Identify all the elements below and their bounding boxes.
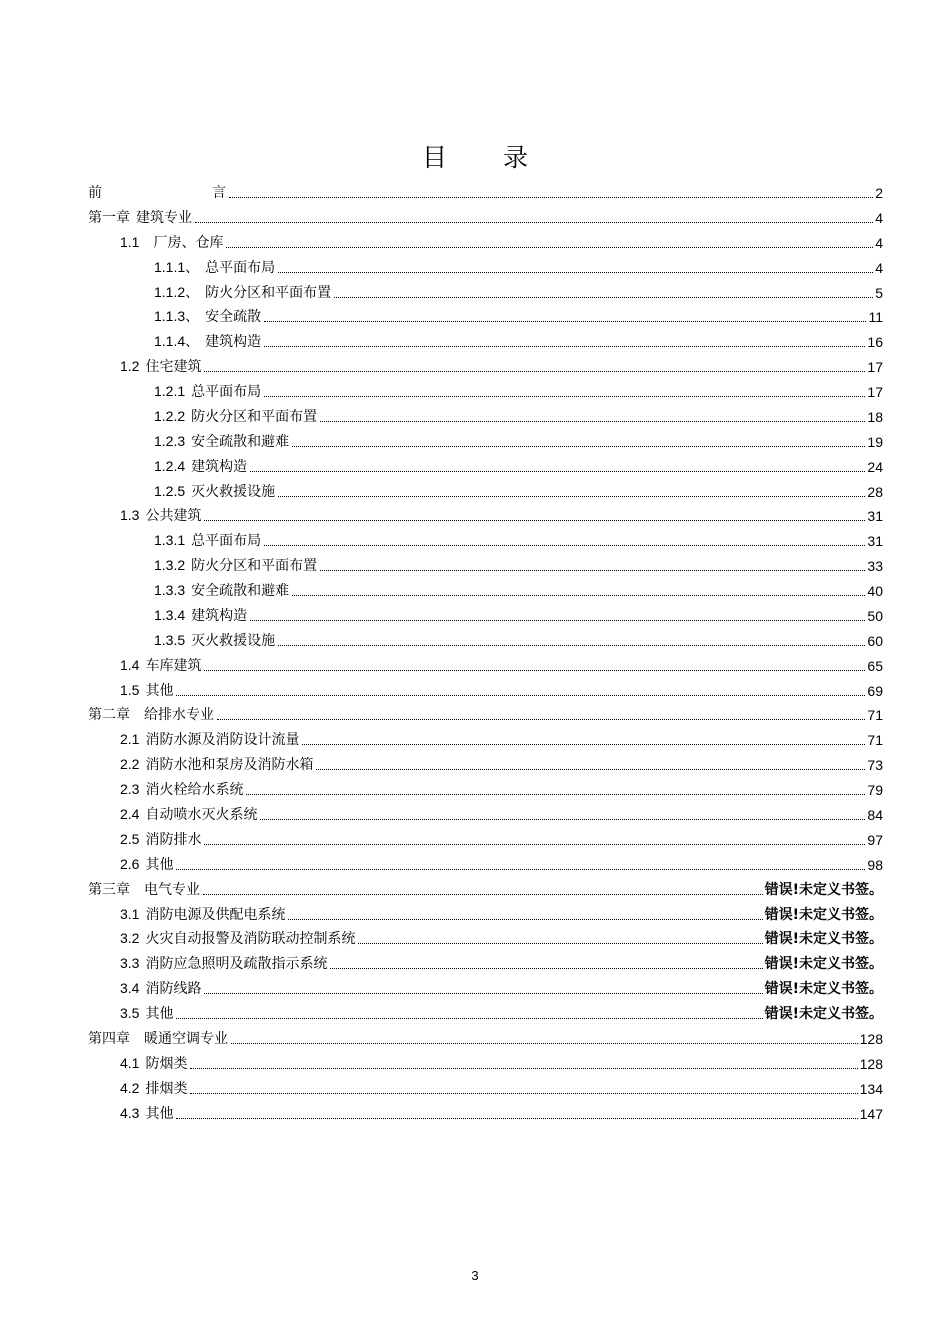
toc-entry-number: 前 [88, 185, 102, 201]
toc-entry-label [88, 209, 192, 227]
dot-leader [176, 1117, 857, 1119]
toc-entry-label [120, 954, 327, 973]
toc-entry-title: 自动喷水灭火系统 [145, 807, 258, 823]
toc-entry-page: 24 [867, 458, 883, 475]
toc-entry-title: 防火分区和平面布置 [205, 284, 332, 301]
toc-entry-label [120, 1054, 187, 1073]
toc-entry-number: 1.3.4 [154, 606, 186, 623]
toc-entry-page: 错误!未定义书签。 [764, 931, 883, 948]
toc-entry-page: 147 [859, 1105, 883, 1122]
toc-entry-title: 给排水专业 [144, 707, 214, 724]
toc-entry[interactable] [88, 203, 883, 227]
toc-entry-number: 1.3.3 [154, 582, 186, 599]
dot-leader [250, 619, 865, 621]
toc-entry-number: 3.3 [120, 955, 140, 972]
toc-entry[interactable] [88, 875, 883, 899]
toc-entry-label [154, 432, 289, 451]
toc-entry-number: 1.1.4、 [154, 333, 200, 350]
dot-leader [292, 594, 865, 596]
toc-entry-label [154, 631, 275, 650]
toc-entry-title: 防火分区和平面布置 [191, 408, 318, 425]
toc-entry-title: 其他 [145, 1006, 174, 1023]
toc-entry-page: 69 [867, 682, 883, 699]
toc-entry[interactable] [120, 850, 883, 874]
toc-entry-title: 其他 [145, 682, 174, 699]
toc-entry-number: 4.3 [120, 1104, 140, 1121]
dot-leader [278, 271, 873, 273]
toc-entry[interactable] [120, 676, 883, 700]
toc-entry[interactable] [120, 924, 883, 948]
toc-entry-label [88, 881, 200, 899]
toc-entry[interactable] [120, 501, 883, 525]
toc-entry-title: 建筑构造 [191, 607, 248, 624]
toc-entry-page: 84 [867, 807, 883, 823]
toc-entry-label [120, 805, 257, 824]
toc-entry[interactable] [120, 974, 883, 998]
toc-entry-page: 17 [867, 359, 883, 376]
toc-entry-title: 灭火救援设施 [191, 632, 276, 649]
toc-entry[interactable] [88, 178, 883, 202]
toc-entry-label [120, 855, 173, 874]
toc-entry-page: 134 [859, 1080, 883, 1097]
toc-entry-title: 言 [212, 185, 226, 201]
toc-entry-label [120, 357, 201, 376]
toc-entry-page: 97 [867, 831, 883, 848]
toc-entry-number: 第二章 [88, 707, 130, 724]
toc-entry[interactable] [154, 253, 883, 277]
toc-entry-number: 1.1.3、 [154, 308, 200, 325]
toc-entry[interactable] [120, 1074, 883, 1098]
toc-entry-page: 4 [875, 234, 883, 251]
toc-entry-number: 1.4 [120, 656, 140, 673]
dot-leader [204, 843, 865, 845]
toc-entry-page: 错误!未定义书签。 [764, 956, 883, 973]
dot-leader [204, 992, 762, 994]
toc-entry-number: 2.2 [120, 756, 140, 773]
toc-entry-title: 总平面布局 [191, 384, 262, 401]
toc-entry-page: 19 [867, 433, 883, 450]
toc-entry-label [120, 905, 285, 924]
toc-entry-title: 防烟类 [145, 1055, 188, 1072]
toc-entry[interactable] [154, 327, 883, 351]
dot-leader [217, 718, 865, 720]
toc-entry-page: 17 [867, 384, 883, 401]
toc-entry-label [120, 755, 313, 774]
toc-entry[interactable] [120, 1049, 883, 1073]
toc-entry-title: 其他 [145, 856, 174, 873]
toc-entry[interactable] [88, 700, 883, 724]
dot-leader [260, 818, 865, 820]
toc-entry-title: 消防应急照明及疏散指示系统 [145, 956, 328, 973]
toc-entry[interactable] [154, 576, 883, 600]
toc-entry-title: 暖通空调专业 [144, 1030, 228, 1047]
toc-entry-number: 第四章 [88, 1030, 130, 1047]
dot-leader [358, 942, 762, 944]
toc-entry-page: 错误!未定义书签。 [764, 881, 883, 898]
dot-leader [320, 569, 865, 571]
toc-entry-title: 消防水池和泵房及消防水箱 [145, 757, 314, 774]
toc-entry-number: 1.3 [120, 507, 140, 524]
toc-entry-label [154, 258, 275, 277]
toc-entry[interactable] [120, 1099, 883, 1123]
toc-entry[interactable] [120, 651, 883, 675]
toc-entry[interactable] [120, 900, 883, 924]
dot-leader [190, 1092, 857, 1094]
toc-entry-page: 4 [875, 259, 883, 276]
toc-entry-title: 厂房、仓库 [153, 234, 224, 251]
toc-entry-label [120, 1004, 173, 1023]
toc-entry-label [120, 681, 173, 700]
toc-entry-number: 1.2.2 [154, 407, 186, 424]
dot-leader [203, 893, 763, 895]
toc-entry-page: 错误!未定义书签。 [764, 1006, 883, 1023]
toc-entry-number: 1.1.2、 [154, 283, 200, 300]
toc-entry[interactable] [154, 452, 883, 476]
toc-entry-label [120, 1079, 187, 1098]
toc-entry-title: 安全疏散和避难 [191, 433, 290, 450]
toc-entry-label [154, 283, 331, 302]
dot-leader [226, 246, 873, 248]
toc-entry-page: 4 [875, 209, 883, 226]
dot-leader [320, 420, 865, 422]
toc-entry-label [154, 606, 247, 625]
dot-leader [330, 967, 762, 969]
toc-entry-label [120, 780, 243, 799]
toc-entry-title: 其他 [145, 1105, 174, 1122]
toc-entry-title: 排烟类 [145, 1080, 188, 1097]
toc-entry[interactable] [120, 825, 883, 849]
toc-entry-title: 车库建筑 [145, 657, 202, 674]
dot-leader [264, 544, 865, 546]
toc-entry[interactable] [154, 402, 883, 426]
toc-entry-label [120, 656, 201, 675]
dot-leader [288, 918, 762, 920]
toc-entry-title: 公共建筑 [145, 508, 202, 525]
toc-entry-page: 11 [868, 309, 883, 326]
toc-entry-label [88, 184, 226, 202]
dot-leader [176, 694, 865, 696]
toc-entry[interactable] [120, 228, 883, 252]
toc-entry-page: 16 [867, 334, 883, 351]
toc-entry[interactable] [154, 302, 883, 326]
toc-entry-label [120, 830, 201, 849]
toc-entry-title: 建筑构造 [191, 458, 248, 475]
toc-entry-page: 128 [859, 1030, 883, 1047]
toc-entry[interactable] [154, 427, 883, 451]
toc-entry-number: 1.1.1、 [154, 258, 200, 275]
toc-entry-number: 4.1 [120, 1054, 140, 1071]
toc-entry-page: 50 [867, 607, 883, 624]
dot-leader [264, 320, 866, 322]
dot-leader [229, 196, 873, 198]
toc-entry-label [154, 407, 317, 426]
toc-entry-label [88, 706, 214, 724]
toc-entry-title: 消防线路 [145, 981, 202, 998]
toc-entry-number: 2.3 [120, 781, 140, 798]
toc-entry-number: 2.6 [120, 855, 140, 872]
toc-entry-label [120, 979, 201, 998]
toc-entry-number: 1.1 [120, 233, 140, 250]
dot-leader [204, 519, 865, 521]
toc-entry-label [120, 1104, 173, 1123]
toc-title: 目 录 [422, 143, 552, 172]
dot-leader [195, 221, 873, 223]
toc-entry-title: 电气专业 [144, 881, 200, 898]
toc-entry[interactable] [120, 725, 883, 749]
toc-entry-title: 总平面布局 [191, 533, 262, 550]
dot-leader [176, 868, 865, 870]
toc-entry[interactable] [154, 551, 883, 575]
dot-leader [204, 669, 865, 671]
toc-entry-page: 40 [867, 583, 883, 600]
toc-entry-title: 总平面布局 [205, 259, 276, 276]
toc-entry-page: 错误!未定义书签。 [764, 981, 883, 998]
toc-entry-label [120, 233, 223, 252]
dot-leader [264, 395, 865, 397]
dot-leader [231, 1042, 858, 1044]
toc-entry-page: 98 [867, 856, 883, 873]
toc-entry-number: 1.2.3 [154, 432, 186, 449]
toc-entry-label [154, 457, 247, 476]
toc-entry-number: 1.3.5 [154, 631, 186, 648]
dot-leader [302, 743, 865, 745]
toc-entry-title: 消防水源及消防设计流量 [145, 732, 300, 749]
toc-entry-number: 3.4 [120, 980, 140, 997]
dot-leader [278, 495, 865, 497]
dot-leader [246, 793, 865, 795]
toc-entry[interactable] [120, 750, 883, 774]
toc-entry-label [154, 382, 261, 401]
toc-entry-page: 2 [875, 185, 883, 201]
toc-entry-number: 2.1 [120, 731, 140, 748]
toc-entry-number: 1.2.5 [154, 482, 186, 499]
toc-entry-label [88, 1030, 228, 1048]
dot-leader [292, 445, 865, 447]
toc-entry-title: 建筑专业 [136, 209, 192, 226]
toc-entry[interactable] [120, 775, 883, 799]
dot-leader [264, 345, 865, 347]
toc-entry-page: 18 [867, 408, 883, 425]
toc-entry-title: 安全疏散 [205, 309, 262, 326]
dot-leader [176, 1017, 762, 1019]
toc-entry[interactable] [120, 800, 883, 824]
dot-leader [250, 470, 865, 472]
dot-leader [334, 296, 873, 298]
toc-entry-label [120, 730, 299, 749]
toc-entry[interactable] [120, 352, 883, 376]
toc-entry-title: 安全疏散和避难 [191, 583, 290, 600]
toc-entry-title: 消防电源及供配电系统 [145, 906, 286, 923]
toc-entry-number: 1.5 [120, 681, 140, 698]
toc-entry-number: 2.5 [120, 830, 140, 847]
toc-entry[interactable] [88, 1024, 883, 1048]
toc-entry-number: 1.2.4 [154, 457, 186, 474]
toc-entry-page: 60 [867, 632, 883, 649]
toc-entry-number: 3.5 [120, 1005, 140, 1022]
toc-entry-number: 2.4 [120, 806, 140, 822]
toc-entry-number: 1.2.1 [154, 383, 186, 400]
toc-entry-title: 消火栓给水系统 [145, 782, 244, 799]
toc-entry-page: 5 [875, 284, 883, 301]
toc-entry-page: 65 [867, 657, 883, 674]
toc-entry[interactable] [154, 526, 883, 550]
toc-entry-page: 71 [867, 707, 883, 724]
toc-entry-page: 错误!未定义书签。 [764, 906, 883, 923]
toc-entry[interactable] [120, 999, 883, 1023]
toc-entry-label [120, 506, 201, 525]
toc-entry-number: 3.2 [120, 930, 140, 947]
toc-entry-page: 31 [867, 533, 883, 550]
dot-leader [204, 370, 865, 372]
toc-entry-page: 128 [859, 1055, 883, 1072]
toc-entry-number: 第一章 [88, 209, 130, 226]
toc-entry[interactable] [154, 477, 883, 501]
toc-entry-number: 4.2 [120, 1079, 140, 1096]
dot-leader [316, 768, 865, 770]
page-number: 3 [471, 1268, 479, 1283]
toc-entry-label [154, 482, 275, 501]
toc-entry[interactable] [120, 949, 883, 973]
toc-entry[interactable] [154, 626, 883, 650]
toc-entry[interactable] [154, 601, 883, 625]
toc-entry-page: 31 [867, 508, 883, 525]
toc-entry-label [154, 332, 261, 351]
toc-entry-title: 灭火救援设施 [191, 483, 276, 500]
toc-entry-title: 住宅建筑 [145, 359, 202, 376]
toc-entry-label [154, 556, 317, 575]
toc-entry-page: 28 [867, 483, 883, 500]
dot-leader [190, 1067, 857, 1069]
dot-leader [278, 644, 865, 646]
toc-entry-number: 3.1 [120, 905, 140, 922]
toc-entry[interactable] [154, 278, 883, 302]
toc-entry-page: 79 [867, 782, 883, 799]
toc-entry-page: 71 [867, 732, 883, 749]
toc-entry-title: 火灾自动报警及消防联动控制系统 [145, 931, 356, 948]
toc-entry-number: 1.2 [120, 358, 140, 375]
toc-entry-title: 防火分区和平面布置 [191, 558, 318, 575]
toc-entry-number: 第三章 [88, 881, 130, 898]
toc-entry-label [120, 929, 355, 948]
toc-entry-number: 1.3.2 [154, 557, 186, 574]
toc-entry-page: 73 [867, 757, 883, 774]
toc-entry-label [154, 531, 261, 550]
toc-entry-title: 消防排水 [145, 831, 202, 848]
toc-entry-title: 建筑构造 [205, 334, 262, 351]
toc-entry-label [154, 307, 261, 326]
toc-entry[interactable] [154, 377, 883, 401]
toc-entry-page: 33 [867, 558, 883, 575]
toc-entry-label [154, 581, 289, 600]
toc-entry-number: 1.3.1 [154, 532, 186, 549]
